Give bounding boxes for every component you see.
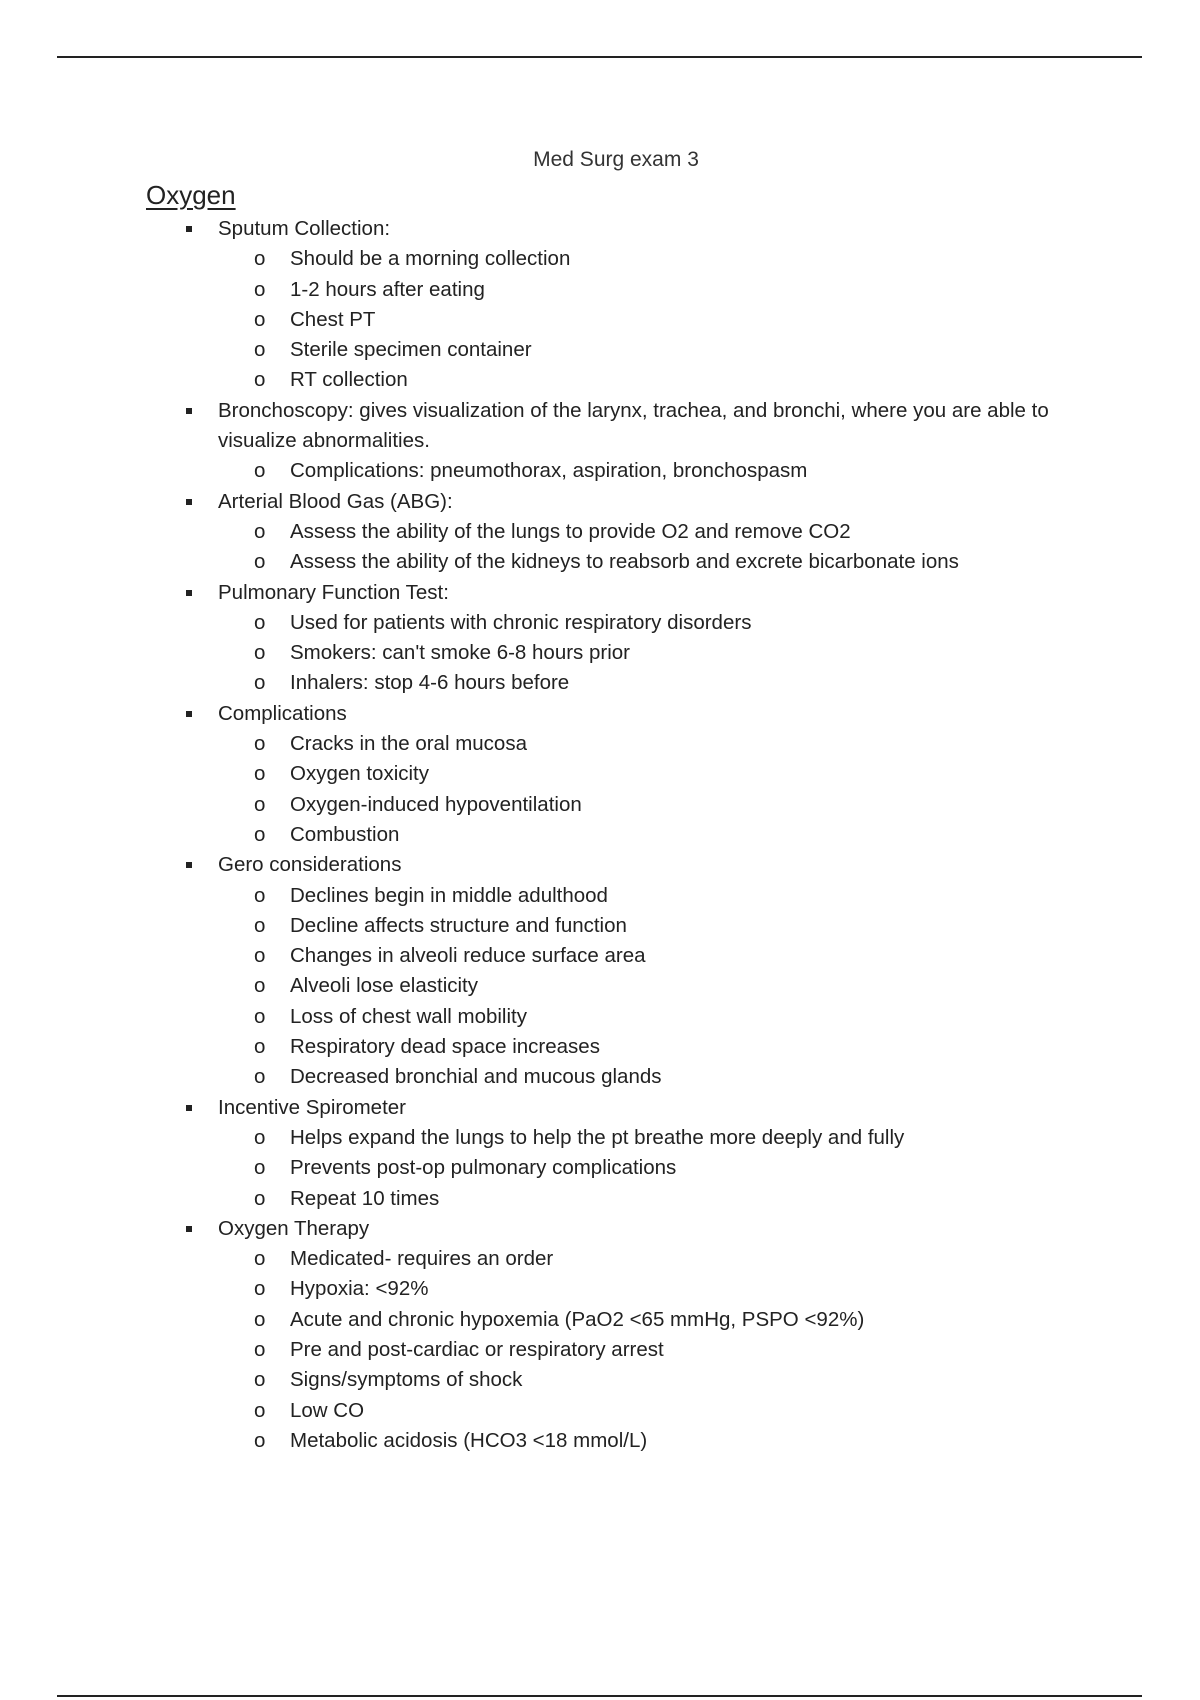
circle-bullet-icon: o — [254, 883, 266, 907]
subitem-text: Acute and chronic hypoxemia (PaO2 <65 mmHg, PSPO <92%) — [290, 1307, 865, 1331]
subitem-text: RT collection — [290, 368, 408, 392]
subitem-text: Low CO — [290, 1398, 365, 1422]
circle-bullet-icon: o — [254, 338, 266, 362]
circle-bullet-icon: o — [254, 1065, 266, 1089]
circle-bullet-icon: o — [254, 247, 266, 271]
circle-bullet-icon: o — [254, 732, 266, 756]
subitem-text: Inhalers: stop 4-6 hours before — [290, 671, 570, 695]
subitem — [0, 365, 1200, 395]
subitem-text: 1-2 hours after eating — [290, 277, 485, 301]
subitem — [0, 971, 1200, 1001]
subitem-text: Should be a morning collection — [290, 247, 571, 271]
subitem — [0, 1335, 1200, 1365]
circle-bullet-icon: o — [254, 1337, 266, 1361]
outline-list — [0, 214, 1200, 1456]
subitem-text: Loss of chest wall mobility — [290, 1004, 527, 1028]
circle-bullet-icon: o — [254, 1125, 266, 1149]
topic-label: Arterial Blood Gas (ABG): — [218, 489, 453, 513]
topic-item — [0, 487, 1200, 578]
circle-bullet-icon: o — [254, 1277, 266, 1301]
subitem — [0, 335, 1200, 365]
subitem-list — [0, 881, 1200, 1093]
topic-item — [0, 578, 1200, 699]
subitem — [0, 517, 1200, 547]
subitem — [0, 1274, 1200, 1304]
subitem-text: Used for patients with chronic respiratory disorders — [290, 610, 752, 634]
topic-item — [0, 396, 1200, 487]
subitem — [0, 1426, 1200, 1456]
subitem — [0, 275, 1200, 305]
subitem — [0, 1244, 1200, 1274]
subitem — [0, 1123, 1200, 1153]
subitem — [0, 729, 1200, 759]
circle-bullet-icon: o — [254, 792, 266, 816]
subitem-text: Decline affects structure and function — [290, 913, 627, 937]
square-bullet-icon — [186, 408, 192, 414]
square-bullet-icon — [186, 499, 192, 505]
topic-label: Gero considerations — [218, 853, 402, 877]
subitem-text: Hypoxia: <92% — [290, 1277, 429, 1301]
subitem-list — [0, 1123, 1200, 1214]
topic-line — [0, 850, 1200, 880]
topic-line — [0, 396, 1200, 457]
header-rule — [57, 56, 1142, 58]
square-bullet-icon — [186, 226, 192, 232]
subitem-text: Oxygen-induced hypoventilation — [290, 792, 582, 816]
circle-bullet-icon: o — [254, 641, 266, 665]
subitem — [0, 1365, 1200, 1395]
section-heading: Oxygen — [146, 180, 236, 210]
circle-bullet-icon: o — [254, 1428, 266, 1452]
subitem-text: Respiratory dead space increases — [290, 1035, 600, 1059]
circle-bullet-icon: o — [254, 1186, 266, 1210]
topic-line — [0, 699, 1200, 729]
subitem-text: Decreased bronchial and mucous glands — [290, 1065, 662, 1089]
subitem — [0, 638, 1200, 668]
square-bullet-icon — [186, 862, 192, 868]
circle-bullet-icon: o — [254, 519, 266, 543]
topic-label: Oxygen Therapy — [218, 1216, 370, 1240]
circle-bullet-icon: o — [254, 307, 266, 331]
circle-bullet-icon: o — [254, 1156, 266, 1180]
circle-bullet-icon: o — [254, 368, 266, 392]
subitem — [0, 547, 1200, 577]
subitem — [0, 820, 1200, 850]
subitem — [0, 911, 1200, 941]
subitem-list — [0, 244, 1200, 395]
subitem — [0, 1396, 1200, 1426]
subitem-list — [0, 456, 1200, 486]
subitem-list — [0, 729, 1200, 850]
topic-item — [0, 1214, 1200, 1456]
circle-bullet-icon: o — [254, 1368, 266, 1392]
subitem-list — [0, 608, 1200, 699]
square-bullet-icon — [186, 590, 192, 596]
circle-bullet-icon: o — [254, 913, 266, 937]
subitem-text: Assess the ability of the kidneys to reabsorb and excrete bicarbonate ions — [290, 550, 959, 574]
subitem-list — [0, 517, 1200, 578]
topic-item — [0, 1093, 1200, 1214]
topic-line — [0, 578, 1200, 608]
circle-bullet-icon: o — [254, 1004, 266, 1028]
document-title: Med Surg exam 3 — [533, 148, 699, 171]
subitem-text: Pre and post-cardiac or respiratory arrest — [290, 1337, 664, 1361]
subitem-text: Chest PT — [290, 307, 376, 331]
topic-label: Bronchoscopy: gives visualization of the larynx, trachea, and bronchi, where you are able to visualize abnormalities. — [218, 398, 1049, 453]
subitem — [0, 790, 1200, 820]
topic-line — [0, 487, 1200, 517]
circle-bullet-icon: o — [254, 762, 266, 786]
subitem — [0, 1305, 1200, 1335]
topic-line — [0, 1093, 1200, 1123]
circle-bullet-icon: o — [254, 1307, 266, 1331]
subitem-text: Signs/symptoms of shock — [290, 1368, 523, 1392]
subitem-text: Oxygen toxicity — [290, 762, 429, 786]
subitem — [0, 305, 1200, 335]
topic-item — [0, 214, 1200, 396]
subitem-text: Alveoli lose elasticity — [290, 974, 478, 998]
topic-label: Complications — [218, 701, 347, 725]
topic-label: Pulmonary Function Test: — [218, 580, 449, 604]
subitem-text: Assess the ability of the lungs to provide O2 and remove CO2 — [290, 519, 851, 543]
circle-bullet-icon: o — [254, 974, 266, 998]
circle-bullet-icon: o — [254, 1398, 266, 1422]
circle-bullet-icon: o — [254, 822, 266, 846]
circle-bullet-icon: o — [254, 277, 266, 301]
circle-bullet-icon: o — [254, 1247, 266, 1271]
topic-label: Sputum Collection: — [218, 217, 391, 240]
subitem-text: Declines begin in middle adulthood — [290, 883, 608, 907]
topic-item — [0, 699, 1200, 850]
circle-bullet-icon: o — [254, 944, 266, 968]
subitem — [0, 1062, 1200, 1092]
subitem-text: Sterile specimen container — [290, 338, 532, 362]
subitem — [0, 941, 1200, 971]
subitem — [0, 1184, 1200, 1214]
square-bullet-icon — [186, 1105, 192, 1111]
subitem — [0, 456, 1200, 486]
subitem-list — [0, 1244, 1200, 1456]
blank-footer-area — [0, 1480, 1200, 1680]
subitem-text: Medicated- requires an order — [290, 1247, 554, 1271]
circle-bullet-icon: o — [254, 1035, 266, 1059]
topic-label: Incentive Spirometer — [218, 1095, 407, 1119]
circle-bullet-icon: o — [254, 610, 266, 634]
topic-line — [0, 1214, 1200, 1244]
subitem-text: Helps expand the lungs to help the pt breathe more deeply and fully — [290, 1125, 905, 1149]
circle-bullet-icon: o — [254, 550, 266, 574]
subitem-text: Metabolic acidosis (HCO3 <18 mmol/L) — [290, 1428, 648, 1452]
subitem-text: Repeat 10 times — [290, 1186, 440, 1210]
subitem — [0, 881, 1200, 911]
circle-bullet-icon: o — [254, 459, 266, 483]
topic-item — [0, 850, 1200, 1092]
circle-bullet-icon: o — [254, 671, 266, 695]
subitem-text: Combustion — [290, 822, 400, 846]
subitem — [0, 668, 1200, 698]
subitem-text: Changes in alveoli reduce surface area — [290, 944, 646, 968]
subitem — [0, 1032, 1200, 1062]
topic-line — [0, 214, 1200, 244]
subitem-text: Prevents post-op pulmonary complications — [290, 1156, 677, 1180]
subitem — [0, 244, 1200, 274]
subitem-text: Smokers: can't smoke 6-8 hours prior — [290, 641, 631, 665]
subitem-text: Complications: pneumothorax, aspiration, bronchospasm — [290, 459, 808, 483]
square-bullet-icon — [186, 711, 192, 717]
square-bullet-icon — [186, 1226, 192, 1232]
subitem — [0, 759, 1200, 789]
subitem — [0, 1153, 1200, 1183]
subitem — [0, 608, 1200, 638]
footer-rule — [57, 1695, 1142, 1697]
subitem — [0, 1002, 1200, 1032]
subitem-text: Cracks in the oral mucosa — [290, 732, 527, 756]
